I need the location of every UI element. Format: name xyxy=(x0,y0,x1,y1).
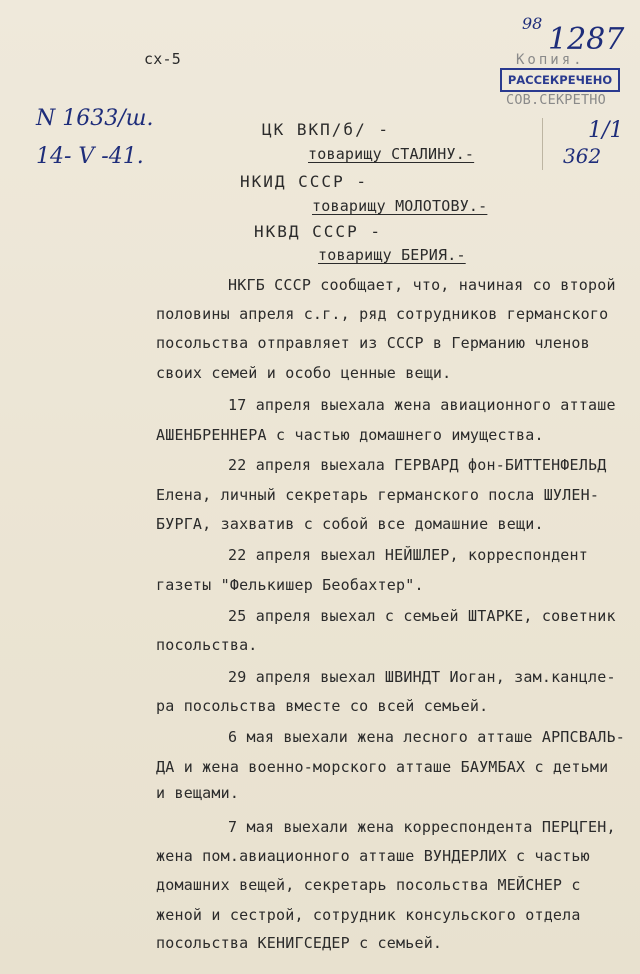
body-line: АШЕНБРЕННЕРА с частью домашнего имущества. xyxy=(156,426,544,444)
addressee-molotov: товарищу МОЛОТОВУ.- xyxy=(312,197,488,215)
secrecy-label: СОВ.СЕКРЕТНО xyxy=(506,92,606,108)
handwritten-prefix: 98 xyxy=(522,14,543,33)
body-line: посольства отправляет из СССР в Германию членов xyxy=(156,334,590,352)
addressee-nkid: НКИД СССР - xyxy=(240,172,368,191)
addressee-stalin: товарищу СТАЛИНУ.- xyxy=(308,145,475,163)
body-line: своих семей и особо ценные вещи. xyxy=(156,364,452,382)
handwritten-archive-number: 1287 xyxy=(548,22,625,57)
body-line: женой и сестрой, сотрудник консульского отдела xyxy=(156,906,581,924)
body-line: посольства. xyxy=(156,636,258,654)
body-line: БУРГА, захватив с собой все домашние вещи. xyxy=(156,515,544,533)
body-line: 22 апреля выехал НЕЙШЛЕР, корреспондент xyxy=(228,546,588,564)
body-line: половины апреля с.г., ряд сотрудников германского xyxy=(156,305,609,323)
body-line: домашних вещей, секретарь посольства МЕЙСНЕР с xyxy=(156,876,581,894)
addressee-beria: товарищу БЕРИЯ.- xyxy=(318,246,466,264)
addressee-ck: ЦК ВКП/б/ - xyxy=(262,120,390,139)
body-line: НКГБ СССР сообщает, что, начиная со второй xyxy=(228,276,616,294)
body-line: ра посольства вместе со всей семьей. xyxy=(156,697,489,715)
handwritten-registration-number: N 1633/ш. xyxy=(36,106,154,131)
body-line: ДА и жена военно-морского атташе БАУМБАХ с детьми xyxy=(156,758,609,776)
body-line: 29 апреля выехал ШВИНДТ Иоган, зам.канцле- xyxy=(228,668,616,686)
body-line: 22 апреля выехала ГЕРВАРД фон-БИТТЕНФЕЛЬД xyxy=(228,456,607,474)
handwritten-page-number: 362 xyxy=(563,144,602,168)
body-line: жена пом.авиационного атташе ВУНДЕРЛИХ с частью xyxy=(156,847,590,865)
body-line: газеты "Фелькишер Беобахтер". xyxy=(156,576,424,594)
body-line: 7 мая выехали жена корреспондента ПЕРЦГЕН, xyxy=(228,818,616,836)
copy-label: Копия. xyxy=(516,52,585,68)
body-line: 6 мая выехали жена лесного атташе АРПСВАЛЬ- xyxy=(228,728,625,746)
body-line: посольства КЕНИГСЕДЕР с семьей. xyxy=(156,934,443,952)
body-line: Елена, личный секретарь германского посла ШУЛЕН- xyxy=(156,486,600,504)
handwritten-date: 14- V -41. xyxy=(36,144,144,169)
body-line: 25 апреля выехал с семьей ШТАРКЕ, советник xyxy=(228,607,616,625)
addressee-nkvd: НКВД СССР - xyxy=(254,222,382,241)
body-line: и вещами. xyxy=(156,784,240,802)
declassified-stamp: РАССЕКРЕЧЕНО xyxy=(500,68,620,92)
body-line: 17 апреля выехала жена авиационного атташе xyxy=(228,396,616,414)
document-code: сх-5 xyxy=(144,50,181,68)
handwritten-sheet: 1/1 xyxy=(588,118,624,143)
